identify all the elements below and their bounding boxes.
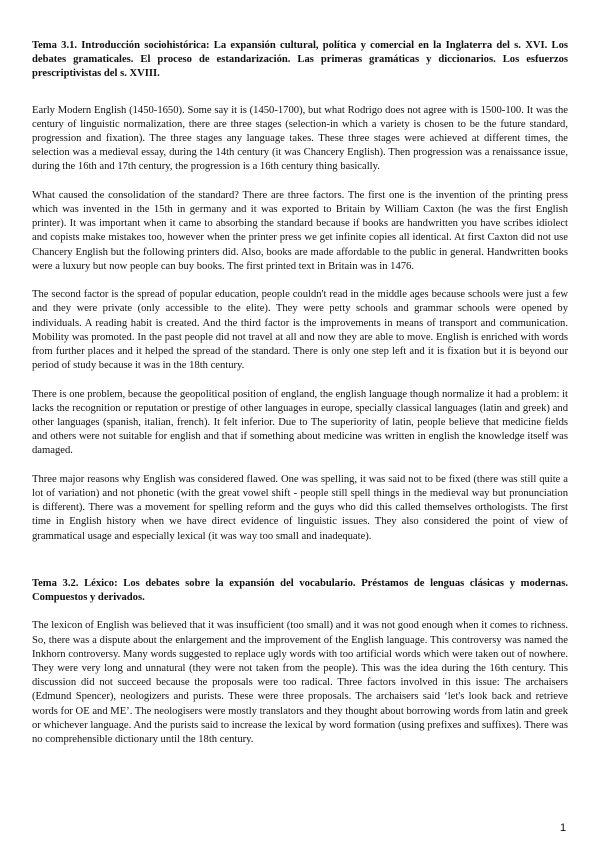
section-heading-3-2: Tema 3.2. Léxico: Los debates sobre la expansión del vocabulario. Préstamos de lenguas clásicas y modernas. Compuestos y derivados.: [32, 577, 568, 604]
section-heading-3-1: Tema 3.1. Introducción sociohistórica: La expansión cultural, política y comercial en la Inglaterra del s. XVI. Los debates gramaticales. El proceso de estandarización. Las primeras gramáticas y diccionarios. Los esfuerzos prescriptivistas del s. XVIII.: [32, 40, 568, 80]
paragraph: Early Modern English (1450-1650). Some say it is (1450-1700), but what Rodrigo does not agree with is 1500-100. It was the century of linguistic normalization, there are three stages (selection-in which a variety is chosen to be the future standard, progression and fixation). The three stages any language takes. These three stages were achieved at different times, the selection was a medieval essay, during the 14th century (it was Chancery English). Then progression was a renaissance issue, during the 16th and 17th century, the progression is a 16th century thing basically.: [32, 104, 568, 173]
paragraph: The lexicon of English was believed that it was insufficient (too small) and it was not good enough when it comes to richness. So, there was a dispute about the enlargement and the improvement of the English language. This controversy was named the Inkhorn controversy. Many words suggested to replace ugly words with too artificial words which were taken out of nowhere. They were very long and unnatural (they were not taken from the people). This was the idea during the 16th century. This discussion did not succeed because the proposals were too radical. Three factors involved in this issue: The archaisers (Edmund Spencer), neologizers and purists. These were three proposals. The archaisers said ‘let's look back and retrieve words for OE and ME’. The neologisers were mostly translators and they thought about borrowing words from latin and greek or whichever language. And the purists said to increase the lexical by word formation (using prefixes and suffixes). There was no comprehensible dictionary until the 18th century.: [32, 620, 568, 746]
document-page: [32, 39, 568, 747]
page-number: 1: [560, 822, 567, 834]
paragraph: The second factor is the spread of popular education, people couldn't read in the middle ages because schools were just a few and they were private (only accessible to the elite). They were petty schools and grammar schools were opened by individuals. A reading habit is created. And the third factor is the improvements in means of transport and communication. Mobility was promoted. In the past people did not travel at all and now they are able to move. English is enriched with words from further places and it helped the spread of the standard. There is only one step left and it is fixation but it is beyond our period of study because it was in the 18th century.: [32, 289, 568, 372]
paragraph: What caused the consolidation of the standard? There are three factors. The first one is the invention of the printing press which was invented in the 15th in germany and it was exported to Britain by William Caxton (he was the first English printer). It was important when it came to absorbing the standard because if books are handwritten you have scribes idiolect and copists make mistakes too, however when the printer press we get infinite copies all identical. At first Caxton did not use Chancery English but the following printers did. Also, books are made affordable to the public in general. Handwritten books were a luxury but now people can buy books. The first printed text in Britain was in 1476.: [32, 189, 568, 272]
paragraph: There is one problem, because the geopolitical position of england, the english language though normalize it had a problem: it lacks the recognition or reputation or prestige of other languages in europe, specially classical languages (latin and greek) and other languages (spanish, italian, french). It felt inferior. Due to The superiority of latin, people believe that medicine fields and others were not suitable for english and that if something about medicine was written in english the knowledge itself was damaged.: [32, 388, 568, 457]
paragraph: Three major reasons why English was considered flawed. One was spelling, it was said not to be fixed (there was still quite a lot of variation) and not phonetic (with the great vowel shift - people still spell things in the medieval way but pronunciation is different). There was a movement for spelling reform and the guys who did this called themselves orthologists. The first time in English history when we have direct evidence of linguistic issues. They also considered the point of view of grammatical usage and especially lexical (it was way too small and inadequate).: [32, 473, 568, 542]
